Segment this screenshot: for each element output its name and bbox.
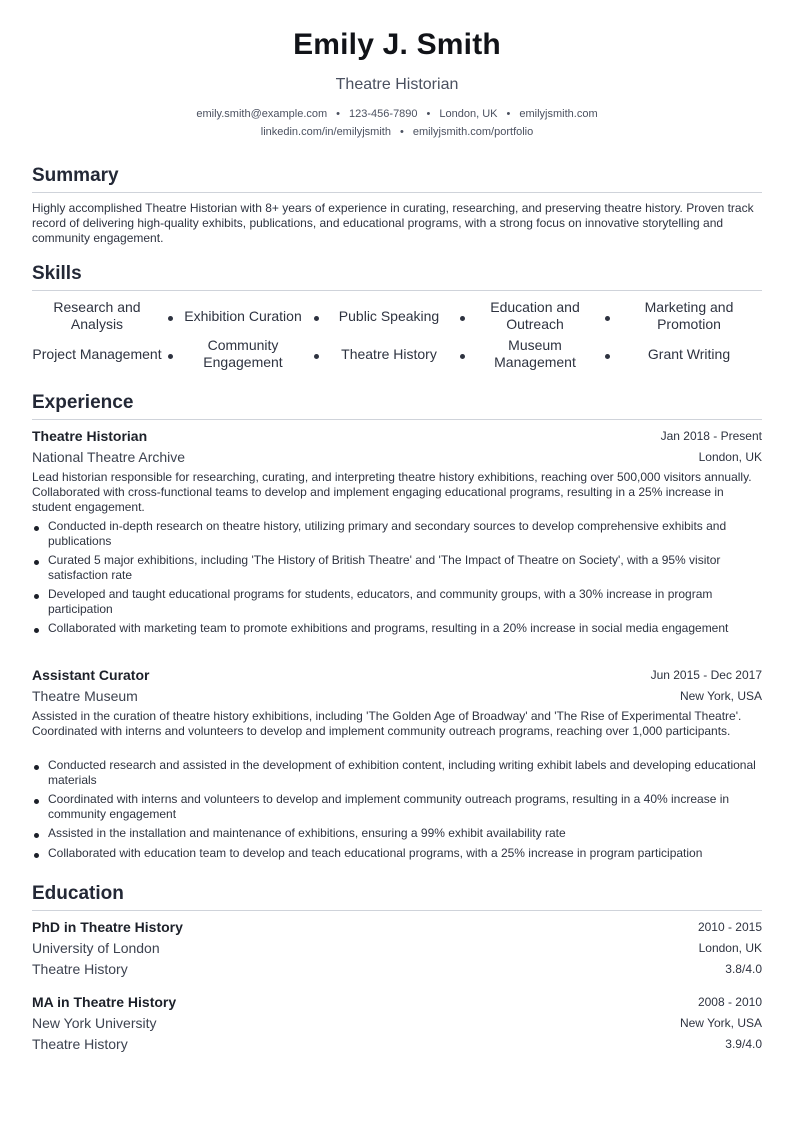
separator-dot-icon: • <box>399 126 404 138</box>
linkedin-link[interactable]: linkedin.com/in/emilyjsmith <box>260 126 391 138</box>
portfolio-link[interactable]: emilyjsmith.com/portfolio <box>412 126 534 138</box>
skill-item: Project Management <box>32 345 162 362</box>
separator-dot-icon: • <box>506 108 511 120</box>
job-title: Theatre Historian <box>32 428 148 444</box>
job-description: Lead historian responsible for researching, curating, and interpreting theatre history exhibitions, reaching over 500,000 visitors annually. Collaborated with cross-functional teams to develop and implement engaging educational programs, resulting in a 25% increase in student engagement. <box>32 470 752 514</box>
job-header <box>32 428 762 446</box>
experience-heading: Experience <box>32 392 134 413</box>
bullet-icon <box>34 560 39 565</box>
skill-item: Education and Outreach <box>490 299 580 332</box>
job-dates: Jun 2015 - Dec 2017 <box>650 668 762 682</box>
job-header <box>32 667 762 685</box>
education-school-row <box>32 940 762 958</box>
bullet-icon <box>34 799 39 804</box>
bullet-icon <box>34 526 39 531</box>
bullet-icon <box>34 628 39 633</box>
skills-heading: Skills <box>32 263 82 284</box>
skill-separator-icon <box>168 354 173 359</box>
education-school-row <box>32 1015 762 1033</box>
field-of-study: Theatre History <box>32 961 128 977</box>
section-divider <box>32 910 762 911</box>
skill-separator-icon <box>314 316 319 321</box>
job-location: New York, USA <box>679 689 762 703</box>
phone-number: 123-456-7890 <box>349 108 418 120</box>
degree-title: MA in Theatre History <box>32 994 177 1010</box>
skills-row <box>32 297 762 335</box>
degree-title: PhD in Theatre History <box>32 919 183 935</box>
skill-separator-icon <box>460 316 465 321</box>
skill-item: Community Engagement <box>203 337 283 370</box>
job-title: Assistant Curator <box>32 667 150 683</box>
education-header <box>32 919 762 937</box>
contact-line-2 <box>32 126 762 138</box>
skill-item: Marketing and Promotion <box>644 299 734 332</box>
job-org-row <box>32 449 762 467</box>
school-name: New York University <box>32 1015 157 1031</box>
skill-item: Grant Writing <box>647 345 731 362</box>
education-heading: Education <box>32 883 124 904</box>
bullet-icon <box>34 853 39 858</box>
summary-heading: Summary <box>32 165 119 186</box>
separator-dot-icon: • <box>426 108 431 120</box>
school-location: New York, USA <box>679 1016 762 1030</box>
skill-separator-icon <box>605 316 610 321</box>
summary-text: Highly accomplished Theatre Historian with 8+ years of experience in curating, researching, and preserving theatre history. Proven track record of delivering high-quality exhibits, publications, and educational programs, with a strong focus on innovative storytelling and community engagement. <box>32 201 754 245</box>
skill-separator-icon <box>314 354 319 359</box>
section-divider <box>32 192 762 193</box>
job-description: Assisted in the curation of theatre history exhibitions, including 'The Golden Age of Broadway' and 'The Rise of Experimental Theatre'. Coordinated with interns and volunteers to develop and implement community outreach programs, reaching over 1,000 participants. <box>32 709 742 738</box>
skill-separator-icon <box>605 354 610 359</box>
location: London, UK <box>439 108 498 120</box>
bullet-icon <box>34 765 39 770</box>
skill-item: Public Speaking <box>338 307 440 324</box>
candidate-title: Theatre Historian <box>335 76 459 93</box>
skill-item: Exhibition Curation <box>184 307 302 324</box>
education-header <box>32 994 762 1012</box>
skill-separator-icon <box>460 354 465 359</box>
candidate-name: Emily J. Smith <box>293 28 501 61</box>
bullet-icon <box>34 594 39 599</box>
education-dates: 2010 - 2015 <box>697 920 762 934</box>
job-organization: Theatre Museum <box>32 688 138 704</box>
website-link[interactable]: emilyjsmith.com <box>519 108 598 120</box>
section-divider <box>32 419 762 420</box>
section-divider <box>32 290 762 291</box>
job-organization: National Theatre Archive <box>32 449 186 465</box>
job-org-row <box>32 688 762 706</box>
school-name: University of London <box>32 940 160 956</box>
gpa: 3.9/4.0 <box>725 1037 762 1051</box>
email-link[interactable]: emily.smith@example.com <box>196 108 328 120</box>
school-location: London, UK <box>698 941 762 955</box>
field-of-study: Theatre History <box>32 1036 128 1052</box>
job-location: London, UK <box>698 450 762 464</box>
education-dates: 2008 - 2010 <box>697 995 762 1009</box>
skills-row <box>32 335 762 373</box>
job-dates: Jan 2018 - Present <box>660 429 762 443</box>
skill-item: Research and Analysis <box>53 299 141 332</box>
skill-separator-icon <box>168 316 173 321</box>
skill-item: Theatre History <box>341 345 437 362</box>
separator-dot-icon: • <box>336 108 341 120</box>
education-field-row <box>32 1036 762 1054</box>
skill-item: Museum Management <box>494 337 576 370</box>
contact-line-1 <box>32 108 762 120</box>
bullet-icon <box>34 833 39 838</box>
gpa: 3.8/4.0 <box>725 962 762 976</box>
education-field-row <box>32 961 762 979</box>
